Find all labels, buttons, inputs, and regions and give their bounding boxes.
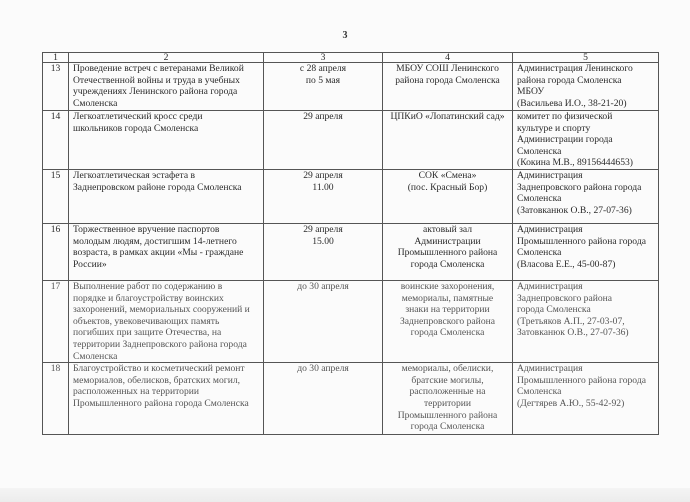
cell-text-line: 29 апреля (303, 223, 343, 235)
cell-text-line: порядке и благоустройству воинских (73, 292, 224, 304)
table-row (43, 111, 659, 170)
cell-text-line: молодым людям, достигшим 14-летнего (73, 235, 237, 247)
place-cell (383, 63, 513, 111)
cell-text-line: (Затовканюк О.В., 27-07-36) (517, 204, 632, 216)
page-number: 3 (342, 30, 348, 41)
cell-text-line: района города Смоленска (395, 74, 500, 86)
cell-text-line: Легкоатлетическая эстафета в (73, 169, 196, 181)
table-row (43, 63, 659, 111)
place-cell (383, 363, 513, 435)
row-number-cell: 16 (43, 223, 69, 280)
cell-text-line: Торжественное вручение паспортов (73, 223, 220, 235)
cell-text-line: района города Смоленска (517, 74, 622, 86)
cell-text-line: Заднепровского района (517, 292, 613, 304)
row-number-cell: 17 (43, 280, 69, 362)
event-cell (69, 169, 264, 223)
cell-text-line: Смоленска (517, 247, 562, 259)
cell-text-line: Администрации (414, 235, 481, 247)
cell-text-line: Затовканюк О.В., 27-07-36) (517, 327, 629, 339)
cell-text-line: Промышленного района (397, 247, 498, 259)
cell-text-line: 29 апреля (303, 169, 343, 181)
responsible-cell (513, 169, 659, 223)
event-cell (69, 223, 264, 280)
cell-text-line: (пос. Красный Бор) (407, 181, 488, 193)
cell-text-line: СОК «Смена» (418, 169, 477, 181)
cell-text-line: МБОУ СОШ Ленинского (396, 63, 499, 74)
cell-text-line: объектов, увековечивающих память (73, 315, 220, 327)
cell-text-line: мемориалов, обелисков, братских могил, (73, 374, 241, 386)
place-cell (383, 223, 513, 280)
cell-text-line: актовый зал (422, 223, 473, 235)
cell-text-line: Выполнение работ по содержанию в (73, 280, 223, 292)
scan-edge (0, 488, 690, 502)
date-cell (264, 63, 383, 111)
cell-text-line: погибших при защите Отечества, на (73, 327, 222, 339)
cell-text-line: города Смоленска (410, 258, 485, 270)
table-row (43, 223, 659, 280)
cell-text-line: Смоленска (517, 145, 562, 157)
place-cell (383, 280, 513, 362)
cell-text-line: 29 апреля (303, 111, 343, 122)
cell-text-line: Заднепровском районе города Смоленска (73, 181, 242, 193)
cell-text-line: города Смоленска (410, 327, 485, 339)
cell-text-line: мемориалы, обелиски, (401, 363, 494, 375)
cell-text-line: Администрация Ленинского (517, 63, 633, 74)
place-cell (383, 111, 513, 170)
cell-text-line: Администрация (517, 169, 583, 181)
date-cell (264, 111, 383, 170)
cell-text-line: (Кокина М.В., 89156444653) (517, 157, 633, 169)
table-row (43, 280, 659, 362)
cell-text-line: мемориалы, памятные (401, 292, 494, 304)
event-cell (69, 280, 264, 362)
cell-text-line: (Третьяков А.П., 27-03-07, (517, 315, 625, 327)
column-header: 3 (264, 53, 383, 63)
date-cell (264, 223, 383, 280)
cell-text-line: (Васильева И.О., 38-21-20) (517, 97, 627, 109)
cell-text-line: знаки на территории (405, 304, 490, 316)
cell-text-line: возраста, в рамках акции «Мы - граждане (73, 247, 244, 259)
cell-text-line: братские могилы, (411, 374, 484, 386)
event-cell (69, 63, 264, 111)
cell-text-line: Заднепровского района (399, 315, 496, 327)
cell-text-line: расположенные на (409, 386, 486, 398)
row-number-cell: 14 (43, 111, 69, 170)
cell-text-line: Администрация (517, 223, 583, 235)
event-cell (69, 363, 264, 435)
table-row (43, 169, 659, 223)
cell-text-line: воинские захоронения, (400, 280, 495, 292)
cell-text-line: (Дегтярев А.Ю., 55-42-92) (517, 397, 625, 409)
cell-text-line: Смоленска (517, 193, 562, 205)
cell-text-line: Промышленного района города (517, 235, 646, 247)
responsible-cell (513, 280, 659, 362)
cell-text-line: Администрации города (517, 134, 613, 146)
responsible-cell (513, 111, 659, 170)
row-number-cell: 15 (43, 169, 69, 223)
cell-text-line: Проведение встреч с ветеранами Великой (73, 63, 244, 74)
cell-text-line: Благоустройство и косметический ремонт (73, 363, 245, 375)
cell-text-line: Промышленного района города Смоленска (73, 397, 249, 409)
row-number-cell: 13 (43, 63, 69, 111)
cell-text-line: до 30 апреля (297, 280, 349, 292)
table-header-row (43, 53, 659, 63)
cell-text-line: Промышленного района (397, 409, 498, 421)
cell-text-line: до 30 апреля (297, 363, 349, 375)
events-table (42, 52, 659, 435)
cell-text-line: 11.00 (312, 181, 334, 193)
cell-text-line: культуре и спорту (517, 122, 591, 134)
cell-text-line: города Смоленска (517, 304, 591, 316)
cell-text-line: 15.00 (312, 235, 334, 247)
table-row (43, 363, 659, 435)
responsible-cell (513, 223, 659, 280)
cell-text-line: учреждениях Ленинского района города (73, 86, 238, 98)
cell-text-line: захоронений, мемориальных сооружений и (73, 304, 250, 316)
cell-text-line: по 5 мая (305, 74, 341, 86)
cell-text-line: территории (423, 397, 472, 409)
cell-text-line: Смоленска (73, 350, 118, 362)
cell-text-line: с 28 апреля (299, 63, 347, 74)
cell-text-line: территории Заднепровского района города (73, 338, 247, 350)
cell-text-line: ЦПКиО «Лопатинский сад» (390, 111, 505, 122)
cell-text-line: Администрация (517, 280, 583, 292)
cell-text-line: России» (73, 258, 107, 270)
cell-text-line: Администрация (517, 363, 583, 375)
cell-text-line: города Смоленска (410, 421, 485, 433)
event-cell (69, 111, 264, 170)
cell-text-line: расположенных на территории (73, 386, 200, 398)
date-cell (264, 363, 383, 435)
cell-text-line: комитет по физической (517, 111, 613, 122)
cell-text-line: Промышленного района города (517, 374, 646, 386)
column-header: 1 (43, 53, 69, 63)
column-header: 5 (513, 53, 659, 63)
cell-text-line: Смоленска (73, 97, 118, 109)
place-cell (383, 169, 513, 223)
responsible-cell (513, 363, 659, 435)
cell-text-line: МБОУ (517, 86, 545, 98)
cell-text-line: Заднепровского района города (517, 181, 642, 193)
cell-text-line: Легкоатлетический кросс среди (73, 111, 203, 122)
responsible-cell (513, 63, 659, 111)
cell-text-line: Смоленска (517, 386, 562, 398)
column-header: 4 (383, 53, 513, 63)
date-cell (264, 280, 383, 362)
cell-text-line: школьников города Смоленска (73, 122, 199, 134)
cell-text-line: (Власова Е.Е., 45-00-87) (517, 258, 616, 270)
column-header: 2 (69, 53, 264, 63)
row-number-cell: 18 (43, 363, 69, 435)
date-cell (264, 169, 383, 223)
cell-text-line: Отечественной войны и труда в учебных (73, 74, 240, 86)
